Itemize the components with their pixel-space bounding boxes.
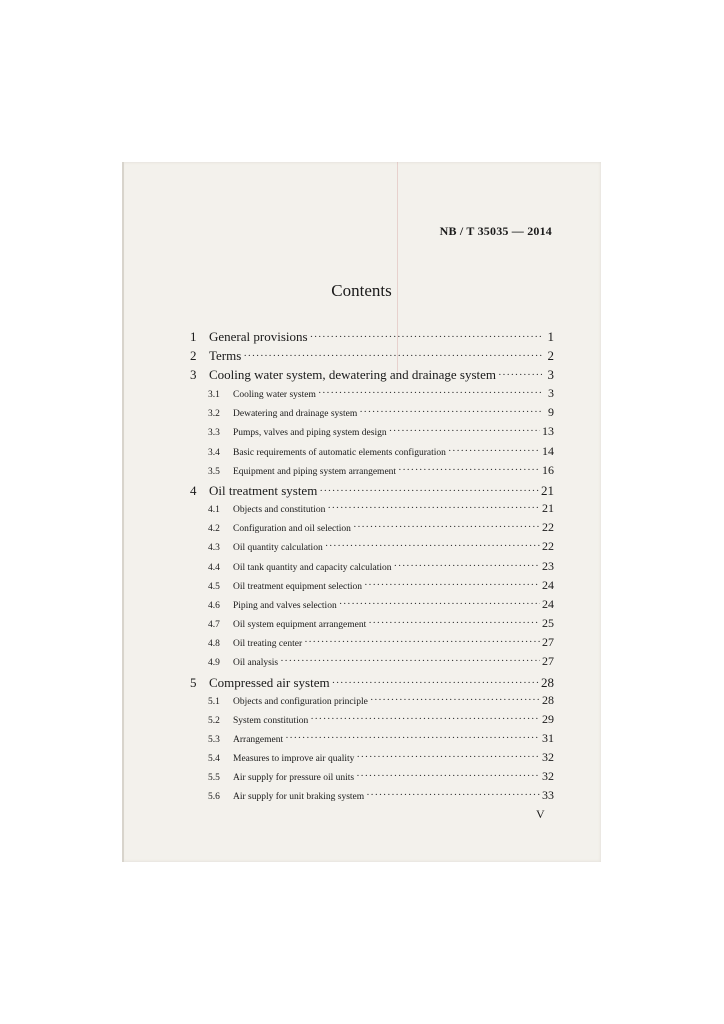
toc-entry-page: 14 [542,444,554,458]
toc-chapter-entry [190,482,554,499]
toc-section-entry [208,463,554,478]
toc-section-entry [208,769,554,784]
toc-section-entry [208,520,554,535]
dot-leader [398,465,540,475]
dot-leader [368,618,540,628]
dot-leader [356,771,540,781]
dot-leader [319,482,539,495]
toc-entry-number: 5.3 [208,735,220,745]
toc-entry-page: 24 [542,578,554,592]
dot-leader [370,695,540,705]
dot-leader [285,733,540,743]
toc-entry-number: 5.4 [208,754,220,764]
toc-section-entry [208,386,554,401]
toc-entry-number: 4.7 [208,620,220,630]
dot-leader [310,328,542,341]
page-edge [122,162,124,862]
toc-entry-number: 1 [190,329,197,344]
toc-entry-number: 4.8 [208,639,220,649]
toc-entry-number: 5.5 [208,773,220,783]
toc-entry-page: 27 [542,635,554,649]
toc-entry-title: Terms [209,348,242,363]
toc-section-entry [208,788,554,803]
toc-entry-title: Cooling water system, dewatering and drainage system [209,367,497,382]
toc-entry-page: 1 [547,329,554,344]
toc-entry-title: Configuration and oil selection [233,524,351,534]
dot-leader [327,503,540,513]
toc-entry-page: 33 [542,788,554,802]
dot-leader [364,580,540,590]
toc-entry-number: 4 [190,483,197,498]
dot-leader [498,366,542,379]
toc-section-entry [208,597,554,612]
toc-section-entry [208,539,554,554]
toc-entry-title: Equipment and piping system arrangement [233,467,397,477]
toc-entry-title: Pumps, valves and piping system design [233,428,387,438]
toc-entry-title: Basic requirements of automatic elements configuration [233,448,446,458]
toc-section-entry [208,750,554,765]
toc-entry-page: 22 [542,520,554,534]
toc-section-entry [208,731,554,746]
dot-leader [243,347,542,360]
toc-chapter-entry [190,347,554,364]
toc-entry-title: Piping and valves selection [233,601,337,611]
toc-entry-title: Arrangement [233,735,284,745]
toc-entry-title: Cooling water system [233,390,316,400]
dot-leader [356,752,540,762]
toc-entry-title: Dewatering and drainage system [233,409,358,419]
dot-leader [318,388,542,398]
toc-entry-number: 3.5 [208,467,220,477]
toc-entry-title: Compressed air system [209,675,330,690]
toc-entry-title: Measures to improve air quality [233,754,355,764]
toc-entry-number: 3.2 [208,409,220,419]
toc-entry-title: General provisions [209,329,308,344]
toc-entry-title: Oil tank quantity and capacity calculation [233,563,392,573]
toc-chapter-entry [190,674,554,691]
standard-number: NB / T 35035 — 2014 [439,224,552,238]
toc-entry-title: Oil treating center [233,639,303,649]
dot-leader [448,446,540,456]
toc-section-entry [208,405,554,420]
toc-entry-title: Oil quantity calculation [233,543,323,553]
document-page [122,162,601,862]
toc-section-entry [208,616,554,631]
toc-entry-page: 24 [542,597,554,611]
toc-entry-page: 22 [542,539,554,553]
toc-section-entry [208,501,554,516]
dot-leader [394,561,540,571]
toc-entry-number: 4.1 [208,505,220,515]
toc-entry-title: Objects and constitution [233,505,326,515]
toc-entry-number: 3.1 [208,390,220,400]
toc-entry-page: 27 [542,654,554,668]
dot-leader [359,407,542,417]
page-title: Contents [331,281,392,300]
toc-entry-title: System constitution [233,716,309,726]
toc-entry-number: 4.6 [208,601,220,611]
toc-entry-page: 21 [542,501,554,515]
toc-entry-page: 13 [542,424,554,438]
toc-section-entry [208,654,554,669]
dot-leader [280,656,540,666]
toc-entry-number: 2 [190,348,197,363]
toc-entry-page: 32 [542,769,554,783]
toc-chapter-entry [190,328,554,345]
toc-section-entry [208,712,554,727]
dot-leader [366,790,540,800]
toc-entry-title: Oil analysis [233,658,279,668]
toc-entry-page: 23 [542,559,554,573]
toc-entry-page: 3 [548,386,554,400]
toc-entry-number: 5 [190,675,197,690]
toc-section-entry [208,424,554,439]
toc-entry-number: 4.3 [208,543,220,553]
toc-entry-number: 4.5 [208,582,220,592]
dot-leader [310,714,540,724]
toc-chapter-entry [190,366,554,383]
toc-entry-number: 5.2 [208,716,220,726]
dot-leader [332,674,539,687]
toc-section-entry [208,578,554,593]
toc-entry-title: Oil system equipment arrangement [233,620,367,630]
dot-leader [325,541,540,551]
toc-section-entry [208,635,554,650]
toc-section-entry [208,559,554,574]
toc-entry-page: 2 [547,348,554,363]
toc-entry-title: Objects and configuration principle [233,697,368,707]
dot-leader [389,426,540,436]
toc-entry-title: Oil treatment equipment selection [233,582,363,592]
toc-entry-page: 25 [542,616,554,630]
toc-entry-page: 28 [542,693,554,707]
toc-entry-number: 5.6 [208,792,220,802]
toc-entry-page: 9 [548,405,554,419]
toc-entry-page: 29 [542,712,554,726]
toc-entry-title: Air supply for unit braking system [233,792,365,802]
page-number: V [536,807,545,821]
dot-leader [353,522,540,532]
toc-entry-number: 4.2 [208,524,220,534]
toc-entry-number: 4.4 [208,563,220,573]
toc-entry-title: Oil treatment system [209,483,318,498]
dot-leader [304,637,540,647]
toc-entry-number: 3.3 [208,428,220,438]
toc-entry-title: Air supply for pressure oil units [233,773,355,783]
dot-leader [339,599,540,609]
toc-entry-page: 31 [542,731,554,745]
toc-entry-page: 3 [547,367,554,382]
toc-section-entry [208,444,554,459]
toc-entry-number: 5.1 [208,697,220,707]
toc-entry-page: 32 [542,750,554,764]
toc-entry-number: 3 [190,367,197,382]
toc-entry-page: 21 [541,483,554,498]
toc-entry-number: 4.9 [208,658,220,668]
toc-entry-page: 28 [541,675,554,690]
toc-entry-number: 3.4 [208,448,220,458]
toc-section-entry [208,693,554,708]
toc-entry-page: 16 [542,463,554,477]
